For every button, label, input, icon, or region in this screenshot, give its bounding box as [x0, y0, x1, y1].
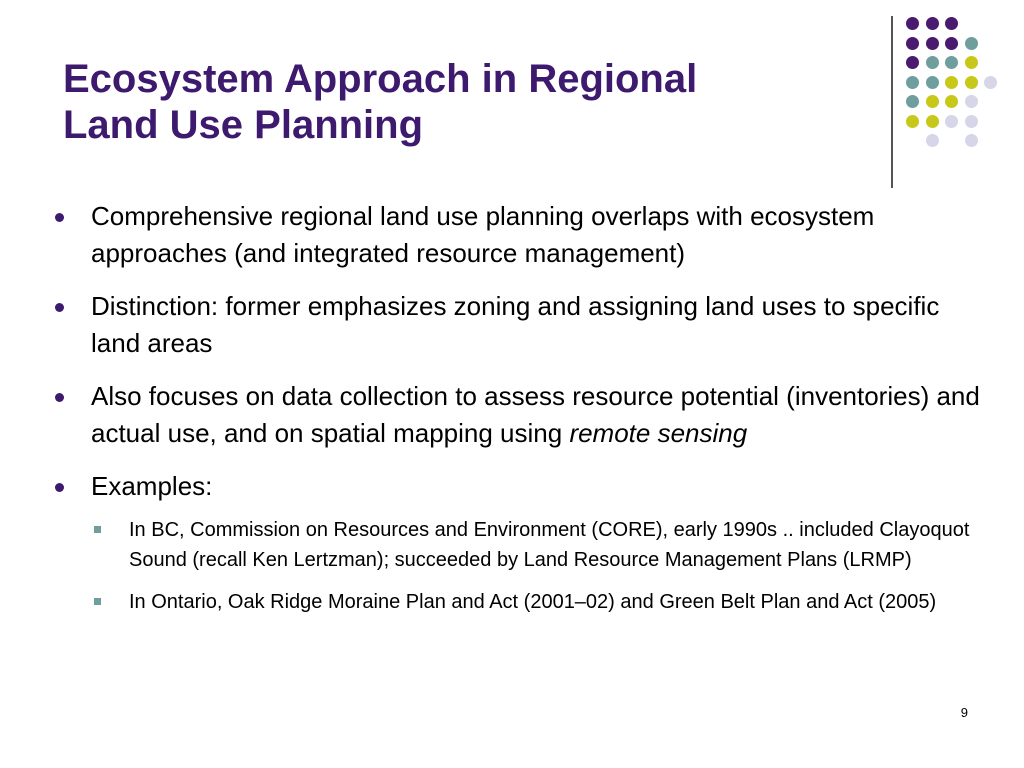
- decorative-dot-yellow: [965, 76, 978, 89]
- sub-bullet-text: In BC, Commission on Resources and Environment (CORE), early 1990s .. included Clayoquot Sound (recall Ken Lertzman); succeeded by Land Resource Management Plans (LRMP): [129, 519, 970, 571]
- decorative-dot-lavender: [945, 115, 958, 128]
- decorative-dot-lavender: [965, 95, 978, 108]
- decorative-dot-purple: [926, 37, 939, 50]
- bullet-item: [50, 468, 980, 505]
- decorative-dot-purple: [945, 37, 958, 50]
- decorative-dot-lavender: [984, 76, 997, 89]
- decorative-dot-teal: [906, 95, 919, 108]
- decorative-dot-lavender: [926, 134, 939, 147]
- decorative-dot-teal: [945, 56, 958, 69]
- sub-bullet-item: [50, 587, 980, 617]
- decorative-dot-purple: [945, 17, 958, 30]
- decorative-dot-yellow: [926, 95, 939, 108]
- slide-body: [50, 198, 980, 629]
- bullet-text: Examples:: [91, 471, 213, 501]
- decorative-dot-yellow: [965, 56, 978, 69]
- bullet-emphasis-text: remote sensing: [569, 418, 748, 448]
- bullet-dot-icon: [55, 393, 64, 402]
- decorative-dot-purple: [906, 17, 919, 30]
- slide-title-line-2: Land Use Planning: [63, 103, 424, 147]
- decorative-dot-teal: [926, 56, 939, 69]
- bullet-item: [50, 198, 980, 272]
- sub-bullet-item: [50, 515, 980, 575]
- decorative-dot-purple: [906, 37, 919, 50]
- bullet-text: Also focuses on data collection to assess resource potential (inventories) and actual use, and on spatial mapping using: [91, 381, 980, 448]
- bullet-item: [50, 288, 980, 362]
- sub-bullet-square-icon: [94, 526, 101, 533]
- decorative-dot-yellow: [926, 115, 939, 128]
- slide-title: [63, 56, 863, 148]
- decorative-dot-lavender: [965, 115, 978, 128]
- bullet-dot-icon: [55, 483, 64, 492]
- decorative-dot-yellow: [945, 76, 958, 89]
- title-divider-line: [891, 16, 893, 188]
- bullet-text: Distinction: former emphasizes zoning and assigning land uses to specific land areas: [91, 291, 940, 358]
- sub-bullet-text: In Ontario, Oak Ridge Moraine Plan and Act (2001–02) and Green Belt Plan and Act (2005): [129, 591, 937, 613]
- decorative-dot-purple: [926, 17, 939, 30]
- decorative-dot-yellow: [945, 95, 958, 108]
- bullet-dot-icon: [55, 303, 64, 312]
- bullet-item: [50, 378, 980, 452]
- page-number: 9: [960, 705, 968, 720]
- bullet-text: Comprehensive regional land use planning overlaps with ecosystem approaches (and integrated resource management): [91, 201, 875, 268]
- decorative-dot-teal: [926, 76, 939, 89]
- decorative-dot-purple: [906, 56, 919, 69]
- decorative-dot-teal: [906, 76, 919, 89]
- bullet-dot-icon: [55, 213, 64, 222]
- decorative-dot-teal: [965, 37, 978, 50]
- sub-bullet-square-icon: [94, 598, 101, 605]
- slide-title-line-1: Ecosystem Approach in Regional: [63, 57, 698, 101]
- decorative-dot-lavender: [965, 134, 978, 147]
- decorative-dot-yellow: [906, 115, 919, 128]
